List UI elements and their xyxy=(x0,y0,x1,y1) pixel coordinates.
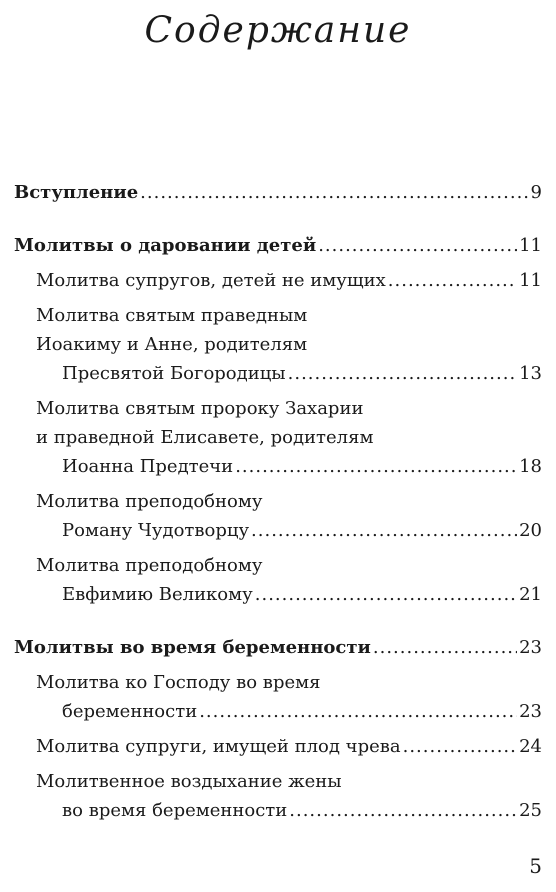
toc-entry-line: во время беременности xyxy=(62,800,288,821)
dot-leader xyxy=(373,633,517,662)
dot-leader xyxy=(140,178,528,207)
dot-leader xyxy=(289,796,517,825)
dot-leader xyxy=(255,580,517,609)
dot-leader xyxy=(235,452,517,481)
toc-page-number: 13 xyxy=(519,363,542,384)
dot-leader xyxy=(251,516,517,545)
toc-section-pregnancy xyxy=(14,633,542,825)
toc-entry-line: Молитва супруги, имущей плод чрева xyxy=(36,736,401,757)
toc-heading-label: Вступление xyxy=(14,182,139,203)
toc-entry[interactable] xyxy=(14,394,542,481)
toc-heading[interactable] xyxy=(14,633,542,662)
page-title: Содержание xyxy=(144,10,412,51)
toc-entry-line: Молитва преподобному xyxy=(36,491,263,512)
toc-section-introduction xyxy=(14,178,542,207)
toc-entry-line: Молитвенное воздыхание жены xyxy=(36,771,342,792)
toc-entry[interactable] xyxy=(14,767,542,825)
dot-leader xyxy=(288,359,517,388)
toc-page-number: 11 xyxy=(519,235,542,256)
toc-entry-line: Молитва ко Господу во время xyxy=(36,672,321,693)
toc-entry-line: Иоакиму и Анне, родителям xyxy=(36,334,308,355)
toc-entry-line: Молитва супругов, детей не имущих xyxy=(36,270,386,291)
toc-entry-line: Роману Чудотворцу xyxy=(62,520,250,541)
toc-entry[interactable] xyxy=(14,487,542,545)
toc-entry-line: Молитва преподобному xyxy=(36,555,263,576)
toc-entry[interactable] xyxy=(14,732,542,761)
toc-entry-line: Молитва святым праведным xyxy=(36,305,308,326)
toc-entry-line: Евфимию Великому xyxy=(62,584,253,605)
toc-page-number: 25 xyxy=(519,800,542,821)
toc-page-number: 24 xyxy=(519,736,542,757)
toc-entry-line: беременности xyxy=(62,701,198,722)
toc-entry[interactable] xyxy=(14,668,542,726)
dot-leader xyxy=(403,732,517,761)
toc-page-number: 21 xyxy=(519,584,542,605)
toc-entry-line: Иоанна Предтечи xyxy=(62,456,234,477)
toc-page-number: 18 xyxy=(519,456,542,477)
toc-entry[interactable] xyxy=(14,266,542,295)
toc-entry-line: и праведной Елисавете, родителям xyxy=(36,427,374,448)
toc-page-number: 23 xyxy=(519,701,542,722)
dot-leader xyxy=(388,266,517,295)
toc-entry[interactable] xyxy=(14,301,542,388)
table-of-contents xyxy=(14,178,542,849)
toc-page-number: 9 xyxy=(530,182,542,203)
page-number: 5 xyxy=(529,854,542,878)
toc-page-number: 20 xyxy=(519,520,542,541)
toc-heading[interactable] xyxy=(14,231,542,260)
toc-heading[interactable] xyxy=(14,178,542,207)
toc-page-number: 11 xyxy=(519,270,542,291)
toc-entry[interactable] xyxy=(14,551,542,609)
dot-leader xyxy=(199,697,517,726)
toc-section-conception xyxy=(14,231,542,609)
toc-page-number: 23 xyxy=(519,637,542,658)
toc-heading-label: Молитвы о даровании детей xyxy=(14,235,317,256)
toc-entry-line: Молитва святым пророку Захарии xyxy=(36,398,364,419)
toc-entry-line: Пресвятой Богородицы xyxy=(62,363,286,384)
dot-leader xyxy=(318,231,517,260)
toc-heading-label: Молитвы во время беременности xyxy=(14,637,371,658)
